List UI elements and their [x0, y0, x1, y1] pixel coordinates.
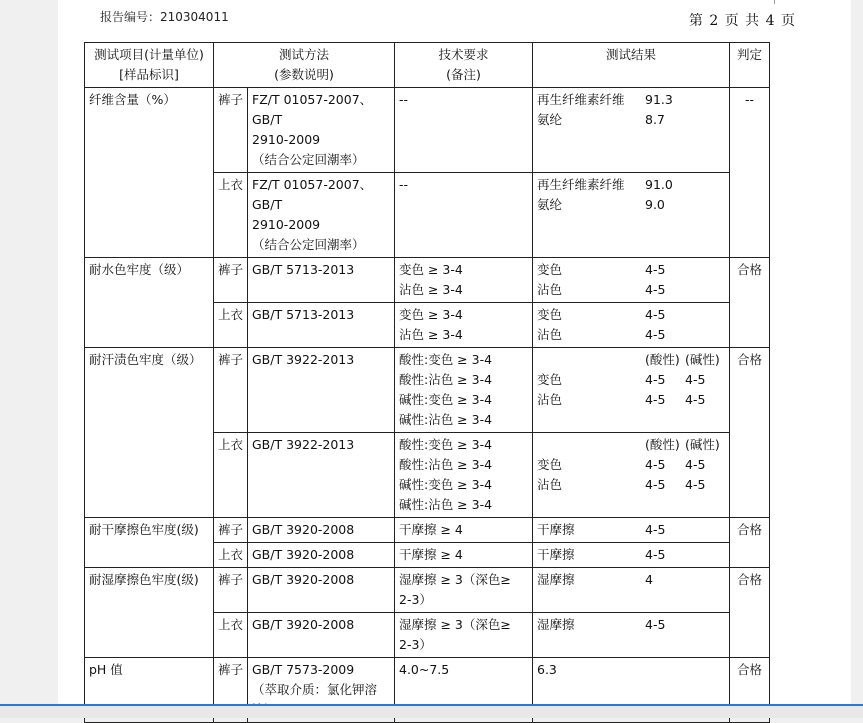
test-result: 变色 4-5 沾色 4-5: [533, 258, 730, 303]
document-page: [58, 0, 851, 704]
test-method: GB/T 5713-2013: [248, 258, 395, 303]
test-method: GB/T 5713-2013: [248, 303, 395, 348]
test-result: 湿摩擦 4-5: [533, 613, 730, 658]
test-method: GB/T 3920-2008: [248, 543, 395, 568]
requirement: 干摩擦 ≥ 4: [395, 543, 533, 568]
header-test-method: 测试方法 (参数说明): [214, 43, 395, 88]
page-indicator: 第 2 页 共 4 页: [688, 13, 795, 29]
sample-label: 裤子: [214, 258, 248, 303]
test-result: 干摩擦 4-5: [533, 518, 730, 543]
test-method: GB/T 3920-2008: [248, 613, 395, 658]
test-item: 耐汗渍色牢度（级）: [85, 348, 214, 518]
test-method: FZ/T 01057-2007、GB/T 2910-2009 （结合公定回潮率）: [248, 88, 395, 173]
sample-label: 上衣: [214, 433, 248, 518]
table-row: [85, 568, 770, 613]
test-item: 纤维含量（%）: [85, 88, 214, 258]
sample-label: 裤子: [214, 658, 248, 723]
test-result: 再生纤维素纤维 91.3 氨纶 8.7: [533, 88, 730, 173]
table-header-row: [85, 43, 770, 88]
requirement: --: [395, 88, 533, 173]
verdict: 合格: [730, 258, 770, 348]
requirement: 变色 ≥ 3-4 沾色 ≥ 3-4: [395, 303, 533, 348]
test-result: 再生纤维素纤维 91.0 氨纶 9.0: [533, 173, 730, 258]
table-row: [85, 88, 770, 173]
verdict: 合格: [730, 568, 770, 658]
test-result: 干摩擦 4-5: [533, 543, 730, 568]
requirement: 变色 ≥ 3-4 沾色 ≥ 3-4: [395, 258, 533, 303]
sample-label: 裤子: [214, 88, 248, 173]
test-item: 耐水色牢度（级）: [85, 258, 214, 348]
test-result: 变色 4-5 沾色 4-5: [533, 303, 730, 348]
sample-label: 上衣: [214, 303, 248, 348]
table-row: [85, 518, 770, 543]
verdict: 合格: [730, 348, 770, 518]
test-method: GB/T 3920-2008: [248, 518, 395, 543]
horizontal-scrollbar[interactable]: [0, 704, 863, 718]
report-number: 报告编号：210304011: [100, 10, 229, 24]
test-result: (酸性) (碱性) 变色 4-5 4-5 沾色 4-5 4-5: [533, 348, 730, 433]
test-item: pH 值: [85, 658, 214, 723]
table-row: [85, 258, 770, 303]
requirement: 湿摩擦 ≥ 3（深色≥ 2-3）: [395, 568, 533, 613]
sample-label: 上衣: [214, 543, 248, 568]
table-row: [85, 348, 770, 433]
verdict: --: [730, 88, 770, 258]
page-corner-mark: [774, 0, 775, 4]
test-method: FZ/T 01057-2007、GB/T 2910-2009 （结合公定回潮率）: [248, 173, 395, 258]
sample-label: 裤子: [214, 568, 248, 613]
header-test-item: 测试项目(计量单位) [样品标识]: [85, 43, 214, 88]
verdict: 合格: [730, 518, 770, 568]
test-method: GB/T 3922-2013: [248, 433, 395, 518]
test-item: 耐湿摩擦色牢度(级): [85, 568, 214, 658]
sample-label: 上衣: [214, 173, 248, 258]
requirement: 干摩擦 ≥ 4: [395, 518, 533, 543]
test-method: GB/T 3922-2013: [248, 348, 395, 433]
header-verdict: 判定: [730, 43, 770, 88]
requirement: 湿摩擦 ≥ 3（深色≥ 2-3）: [395, 613, 533, 658]
test-result: 6.3: [533, 658, 730, 723]
requirement: 4.0~7.5: [395, 658, 533, 723]
sample-label: 上衣: [214, 613, 248, 658]
header-requirement: 技术要求 (备注): [395, 43, 533, 88]
test-method: GB/T 3920-2008: [248, 568, 395, 613]
requirement: --: [395, 173, 533, 258]
header-result: 测试结果: [533, 43, 730, 88]
test-method: GB/T 7573-2009 （萃取介质：氯化钾溶: [248, 658, 395, 723]
test-item: 耐干摩擦色牢度(级): [85, 518, 214, 568]
requirement: 酸性:变色 ≥ 3-4 酸性:沾色 ≥ 3-4 碱性:变色 ≥ 3-4 碱性:沾色 ≥ 3-4: [395, 348, 533, 433]
test-result: 湿摩擦 4: [533, 568, 730, 613]
requirement: 酸性:变色 ≥ 3-4 酸性:沾色 ≥ 3-4 碱性:变色 ≥ 3-4 碱性:沾色 ≥ 3-4: [395, 433, 533, 518]
test-results-table: [84, 42, 770, 723]
sample-label: 裤子: [214, 518, 248, 543]
test-result: (酸性) (碱性) 变色 4-5 4-5 沾色 4-5 4-5: [533, 433, 730, 518]
verdict: 合格: [730, 658, 770, 723]
sample-label: 裤子: [214, 348, 248, 433]
